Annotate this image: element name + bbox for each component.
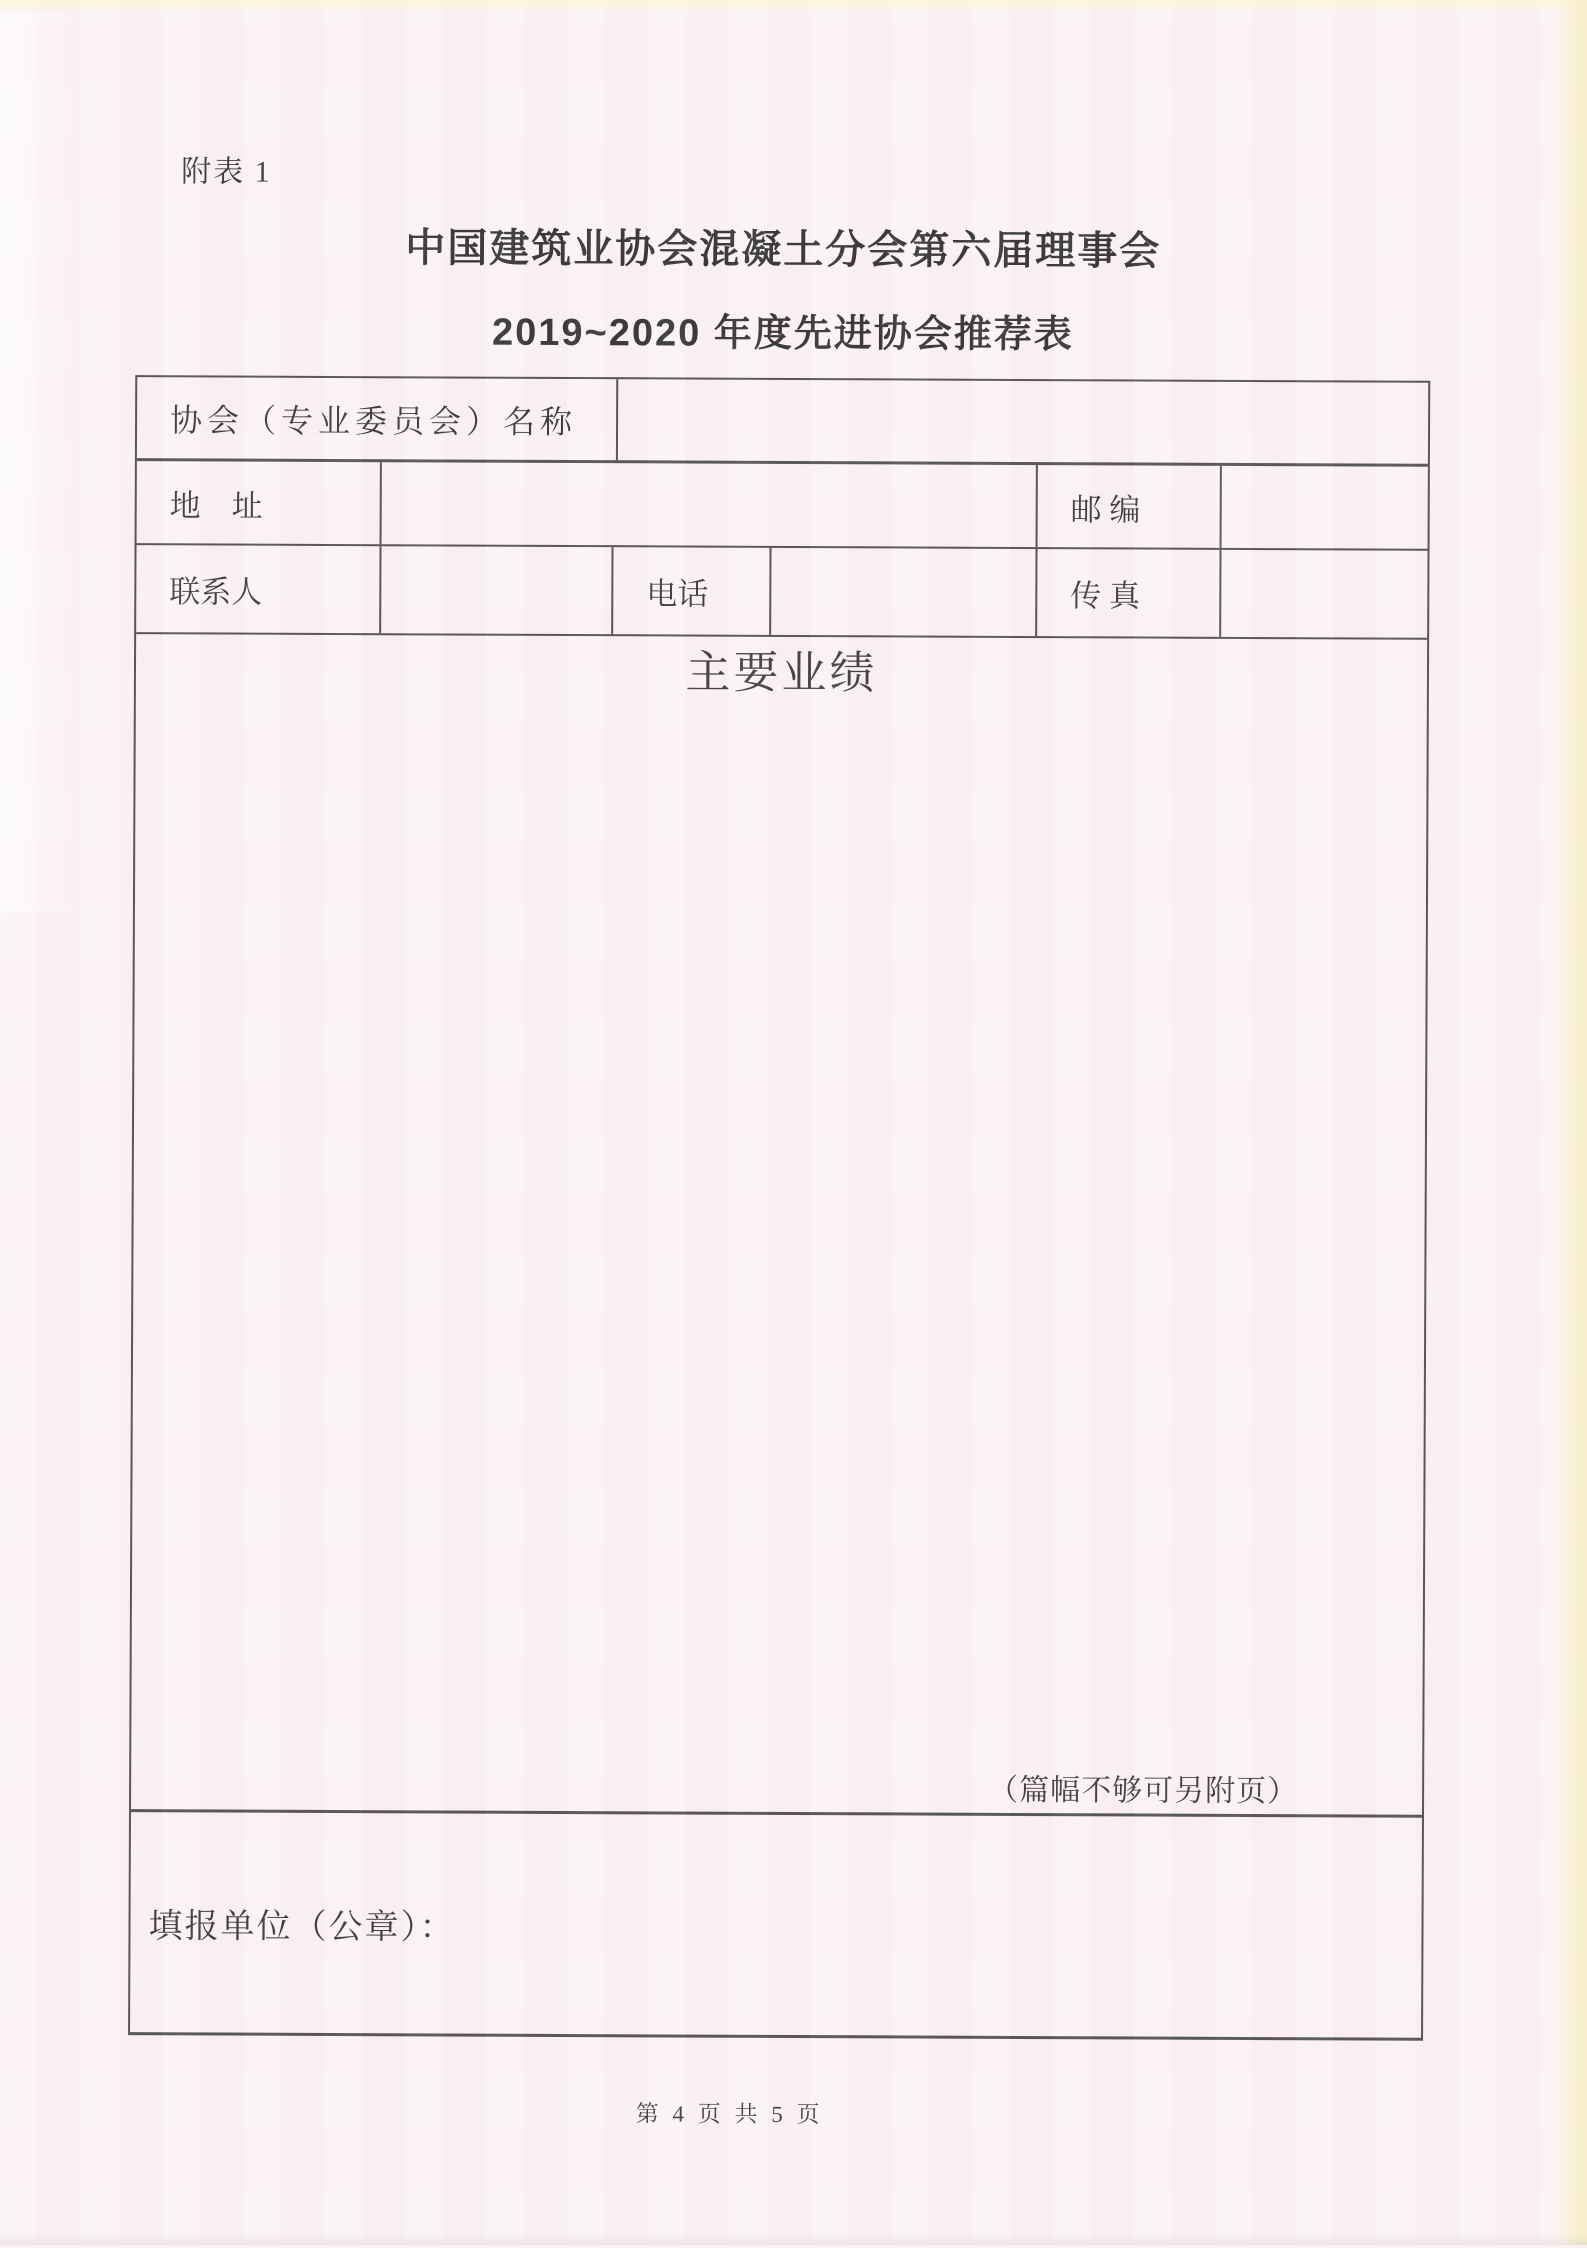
scan-artifact-top-edge [0, 0, 1587, 13]
reporting-unit-section [130, 1812, 1422, 2038]
fax-label: 传 真 [1037, 549, 1221, 637]
contact-value-cell [381, 546, 613, 634]
row-contact [136, 545, 1427, 640]
fax-value-cell [1221, 550, 1427, 638]
row-association-name [137, 377, 1428, 467]
address-label: 地 址 [137, 461, 382, 544]
achievements-header: 主要业绩 [685, 647, 878, 699]
scan-artifact-bottom-edge [0, 2233, 1587, 2245]
postal-code-value-cell [1222, 466, 1428, 549]
address-value-cell [382, 462, 1038, 547]
achievements-note: （篇幅不够可另附页） [988, 1773, 1299, 1809]
association-name-label: 协会（专业委员会）名称 [137, 377, 618, 460]
achievements-content-area [161, 714, 1397, 1754]
phone-label: 电话 [613, 547, 771, 635]
association-name-value-cell [618, 379, 1428, 464]
scan-artifact-left-edge [0, 13, 85, 913]
scan-artifact-right-edge [1557, 0, 1587, 2245]
achievements-section [131, 634, 1427, 1818]
document-subtitle: 2019~2020 年度先进协会推荐表 [491, 311, 1074, 357]
contact-label: 联系人 [136, 545, 381, 633]
row-address [137, 461, 1428, 551]
reporting-unit-label: 填报单位（公章）： [148, 1907, 456, 1947]
document-title: 中国建筑业协会混凝土分会第六届理事会 [405, 226, 1162, 274]
attachment-label: 附表 1 [181, 155, 272, 189]
postal-code-label: 邮 编 [1038, 465, 1222, 548]
page-number: 第 4 页 共 5 页 [635, 2101, 824, 2128]
phone-value-cell [771, 548, 1037, 636]
recommendation-form-table [128, 375, 1430, 2041]
